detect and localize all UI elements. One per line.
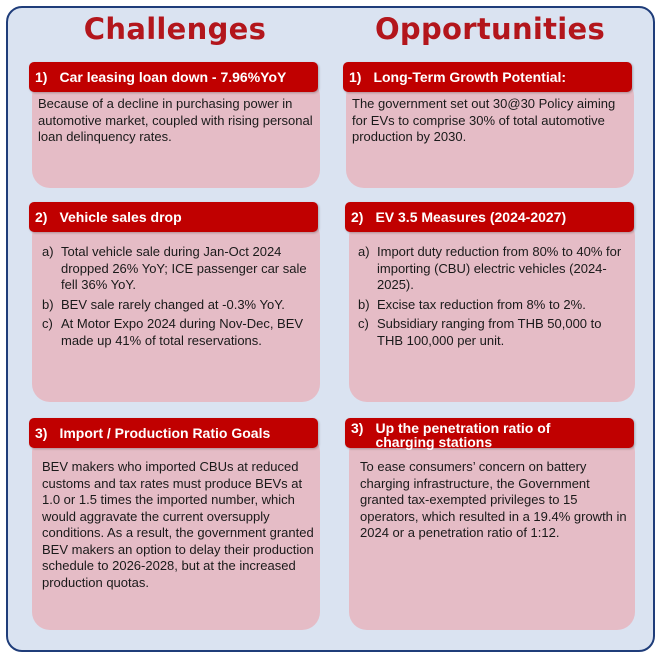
item-text: Excise tax reduction from 8% to 2%. — [377, 296, 586, 312]
item-text: Import duty reduction from 80% to 40% for importing (CBU) electric vehicles (2024-2025). — [377, 244, 622, 292]
item-text: BEV sale rarely changed at -0.3% YoY. — [61, 296, 285, 312]
challenge-3-number: 3) — [35, 425, 48, 441]
challenge-2-list — [42, 244, 312, 352]
list-item — [358, 316, 628, 349]
item-label: b) — [42, 296, 54, 312]
item-text: At Motor Expo 2024 during Nov-Dec, BEV made up 41% of total reservations. — [61, 316, 304, 348]
challenge-2-number: 2) — [35, 209, 48, 225]
challenge-1-number: 1) — [35, 69, 48, 85]
opportunity-1-header — [343, 62, 632, 92]
item-label: a) — [358, 244, 370, 259]
item-label: c) — [358, 316, 369, 331]
challenge-2-heading: Vehicle sales drop — [59, 209, 182, 225]
opportunity-2-heading: EV 3.5 Measures (2024-2027) — [375, 209, 567, 225]
item-label: c) — [42, 316, 53, 331]
list-item — [358, 297, 628, 314]
opportunity-1-heading: Long-Term Growth Potential: — [373, 69, 567, 85]
challenge-1-text: Because of a decline in purchasing power in automotive market, coupled with rising personal loan delinquency rates. — [38, 96, 313, 144]
challenge-1-header — [29, 62, 318, 92]
challenge-3-heading: Import / Production Ratio Goals — [59, 425, 271, 441]
opportunity-3-number: 3) — [351, 420, 364, 436]
opportunities-title: Opportunities — [374, 12, 606, 46]
opportunity-3-heading — [375, 421, 550, 449]
opportunity-2-list — [358, 244, 628, 352]
item-text: Subsidiary ranging from THB 50,000 to THB 100,000 per unit. — [377, 316, 602, 348]
item-text: Total vehicle sale during Jan-Oct 2024 dropped 26% YoY; ICE passenger car sale fell 36% YoY. — [61, 244, 307, 292]
opportunity-3-heading-line2: charging stations — [375, 434, 493, 450]
challenge-1-heading: Car leasing loan down - 7.96%YoY — [59, 69, 287, 85]
opportunity-3-header — [345, 418, 634, 448]
opportunity-3-heading-line1: Up the penetration ratio of — [375, 420, 551, 436]
opportunity-1-number: 1) — [349, 69, 362, 85]
opportunity-3-text: To ease consumers’ concern on battery charging infrastructure, the Government granted tax-exempted privileges to 15 operators, which resulted in a 19.4% growth in 2024 or a penetration ratio of 1:12. — [360, 459, 627, 540]
challenge-3-text: BEV makers who imported CBUs at reduced customs and tax rates must produce BEVs at 1.0 or 1.5 times the imported number, which would aggravate the current oversupply conditions. As a result, the government granted BEV makers an option to delay their production schedule to 2026-2028, but at the increased production quotas. — [42, 459, 314, 590]
item-label: a) — [42, 244, 54, 259]
item-label: b) — [358, 296, 370, 312]
challenge-2-header — [29, 202, 318, 232]
list-item — [42, 297, 312, 314]
opportunity-1-text: The government set out 30@30 Policy aiming for EVs to comprise 30% of total automotive production by 2030. — [352, 96, 616, 144]
opportunity-2-header — [345, 202, 634, 232]
challenges-title: Challenges — [83, 12, 267, 46]
list-item — [42, 244, 312, 294]
opportunity-2-number: 2) — [351, 209, 364, 225]
list-item — [42, 316, 312, 349]
challenge-3-header — [29, 418, 318, 448]
list-item — [358, 244, 628, 294]
